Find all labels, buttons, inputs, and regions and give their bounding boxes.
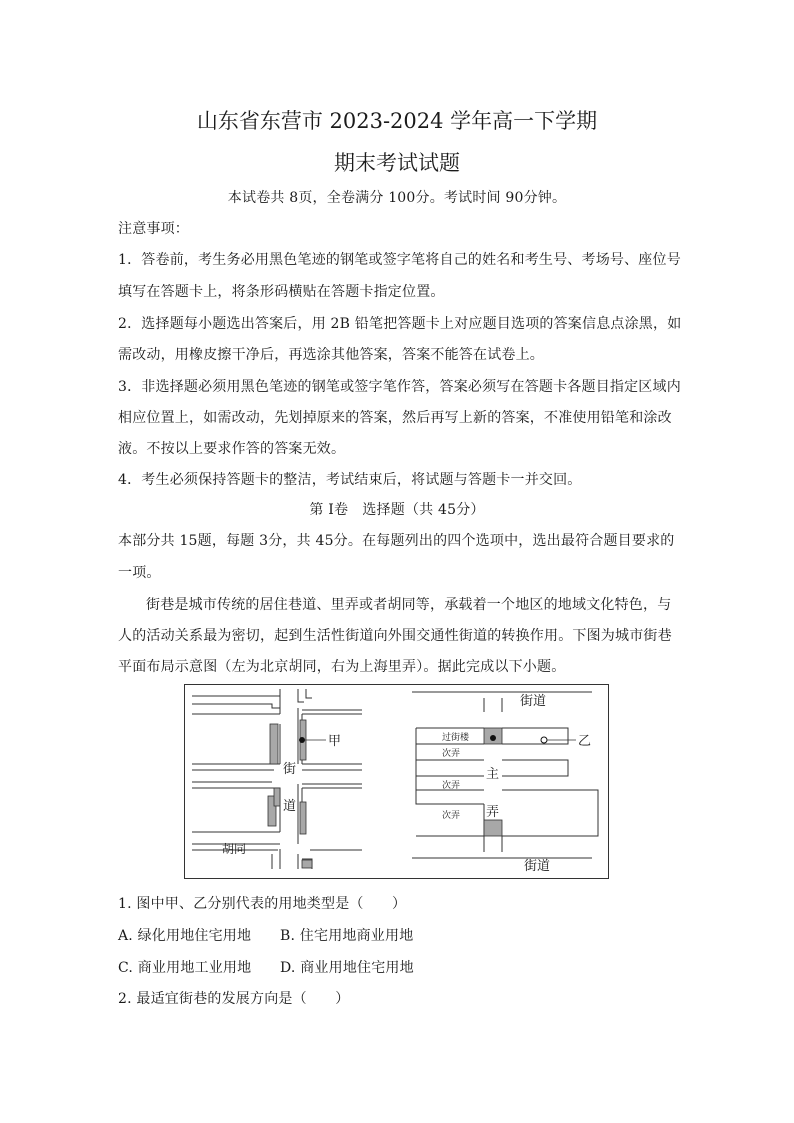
note-line: 需改动，用橡皮擦干净后，再选涂其他答案，答案不能答在试卷上。 (118, 347, 544, 363)
label-dao: 道 (283, 799, 297, 814)
building-block (300, 802, 306, 834)
page-subtitle: 期末考试试题 (334, 151, 460, 175)
label-jia: 甲 (328, 734, 342, 749)
label-jie: 街 (283, 762, 297, 777)
label-ciliang: 次弄 (442, 811, 461, 821)
label-street-bottom: 街道 (524, 859, 551, 874)
section-desc-line: 本部分共 15题，每题 3分，共 45分。在每题列出的四个选项中，选出最符合题目要求的 (118, 533, 675, 549)
label-yi: 乙 (578, 734, 592, 749)
note-line: 3．非选择题必须用黑色笔迹的钢笔或签字笔作答，答案必须写在答题卡各题目指定区域内 (118, 379, 681, 395)
question-2-stem: 2. 最适宜街巷的发展方向是（ ） (118, 991, 350, 1007)
q1-option-d[interactable]: D. 商业用地住宅用地 (280, 960, 414, 976)
street-layout-figure (184, 684, 609, 879)
building-block (484, 820, 502, 836)
hutong-map (192, 689, 362, 869)
label-ciliang: 次弄 (442, 749, 461, 759)
passage-line: 人的活动关系最为密切，起到生活性街道向外围交通性街道的转换作用。下图为城市街巷 (118, 628, 672, 644)
point-jia-marker (299, 737, 305, 743)
q1-option-c[interactable]: C. 商业用地工业用地 (118, 960, 252, 976)
building-block (302, 860, 312, 868)
lilong-map (412, 692, 598, 858)
label-street-top: 街道 (520, 694, 547, 709)
note-line: 填写在答题卡上，将条形码横贴在答题卡指定位置。 (118, 284, 445, 300)
note-line: 2．选择题每小题选出答案后，用 2B 铅笔把答题卡上对应题目选项的答案信息点涂黑，如 (118, 316, 682, 332)
label-zhu: 主 (486, 767, 500, 782)
note-line: 4．考生必须保持答题卡的整洁，考试结束后，将试题与答题卡一并交回。 (118, 472, 582, 488)
note-line: 1．答卷前，考生务必用黑色笔迹的钢笔或签字笔将自己的姓名和考生号、考场号、座位号 (118, 252, 681, 268)
notes-heading: 注意事项： (118, 221, 189, 237)
building-block (270, 724, 278, 764)
label-guojielou: 过街楼 (442, 733, 470, 743)
building-block (274, 788, 280, 806)
label-ciliang: 次弄 (442, 781, 461, 791)
note-line: 液。不按以上要求作答的答案无效。 (118, 441, 346, 457)
q1-option-b[interactable]: B. 住宅用地商业用地 (280, 928, 414, 944)
section-title: 第 I卷 选择题（共 45分） (309, 502, 485, 518)
guojielou-marker (490, 735, 496, 741)
point-yi-marker (541, 737, 547, 743)
q1-option-a[interactable]: A. 绿化用地住宅用地 (118, 928, 252, 944)
exam-info: 本试卷共 8页，全卷满分 100分。考试时间 90分钟。 (227, 190, 567, 206)
label-nong: 弄 (486, 805, 500, 820)
passage-line: 街巷是城市传统的居住巷道、里弄或者胡同等，承载着一个地区的地域文化特色，与 (146, 597, 672, 613)
note-line: 相应位置上，如需改动，先划掉原来的答案，然后再写上新的答案，不准使用铅笔和涂改 (118, 410, 672, 426)
section-desc-line: 一项。 (118, 565, 161, 581)
passage-line: 平面布局示意图（左为北京胡同，右为上海里弄）。据此完成以下小题。 (118, 659, 566, 675)
label-hutong: 胡同 (222, 842, 247, 856)
question-1-stem: 1. 图中甲、乙分别代表的用地类型是（ ） (118, 896, 407, 912)
page-title: 山东省东营市 2023-2024 学年高一下学期 (196, 109, 598, 133)
